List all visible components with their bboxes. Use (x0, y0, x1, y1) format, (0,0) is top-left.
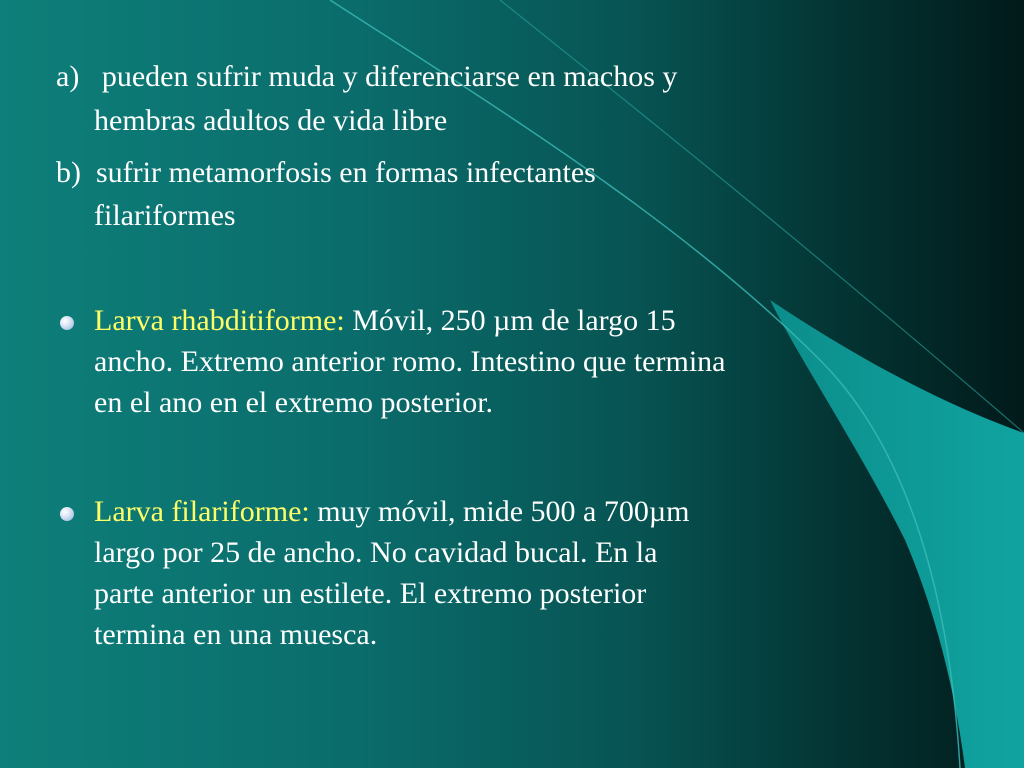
list-item-b-line1 (56, 152, 596, 193)
bullet2-label: Larva filariforme: (94, 495, 310, 528)
list-item-a-line2: hembras adultos de vida libre (94, 104, 448, 137)
list-item-a-cont (94, 100, 447, 141)
list-item-a (56, 56, 677, 97)
bullet-larva-rhabditiforme (94, 300, 725, 423)
bullet2-line4: termina en una muesca. (94, 618, 378, 651)
bullet1-line3: en el ano en el extremo posterior. (94, 386, 494, 419)
bullet-icon (60, 507, 74, 521)
list-item-b-cont (94, 195, 236, 236)
list-marker-b: b) (56, 156, 81, 189)
list-marker-a: a) (56, 60, 80, 93)
list-item-b-line2: filariformes (94, 199, 236, 232)
bullet1-line1 (94, 300, 725, 341)
bullet1-line2: ancho. Extremo anterior romo. Intestino que termina (94, 345, 726, 378)
list-item-a-line1 (56, 56, 677, 97)
bullet2-line1-text: muy móvil, mide 500 a 700µm (309, 495, 690, 528)
list-item-b (56, 152, 596, 193)
bullet1-line1-text: Móvil, 250 µm de largo 15 (344, 304, 676, 337)
bullet-larva-filariforme (94, 491, 689, 655)
list-item-a-text: pueden sufrir muda y diferenciarse en machos y (101, 60, 678, 93)
bullet-icon (60, 316, 74, 330)
bullet2-line2: largo por 25 de ancho. No cavidad bucal. En la (94, 536, 658, 569)
list-item-b-text: sufrir metamorfosis en formas infectantes (96, 156, 596, 189)
bullet2-line1 (94, 491, 689, 532)
bullet1-label: Larva rhabditiforme: (94, 304, 345, 337)
bullet2-line3: parte anterior un estilete. El extremo posterior (94, 577, 647, 610)
